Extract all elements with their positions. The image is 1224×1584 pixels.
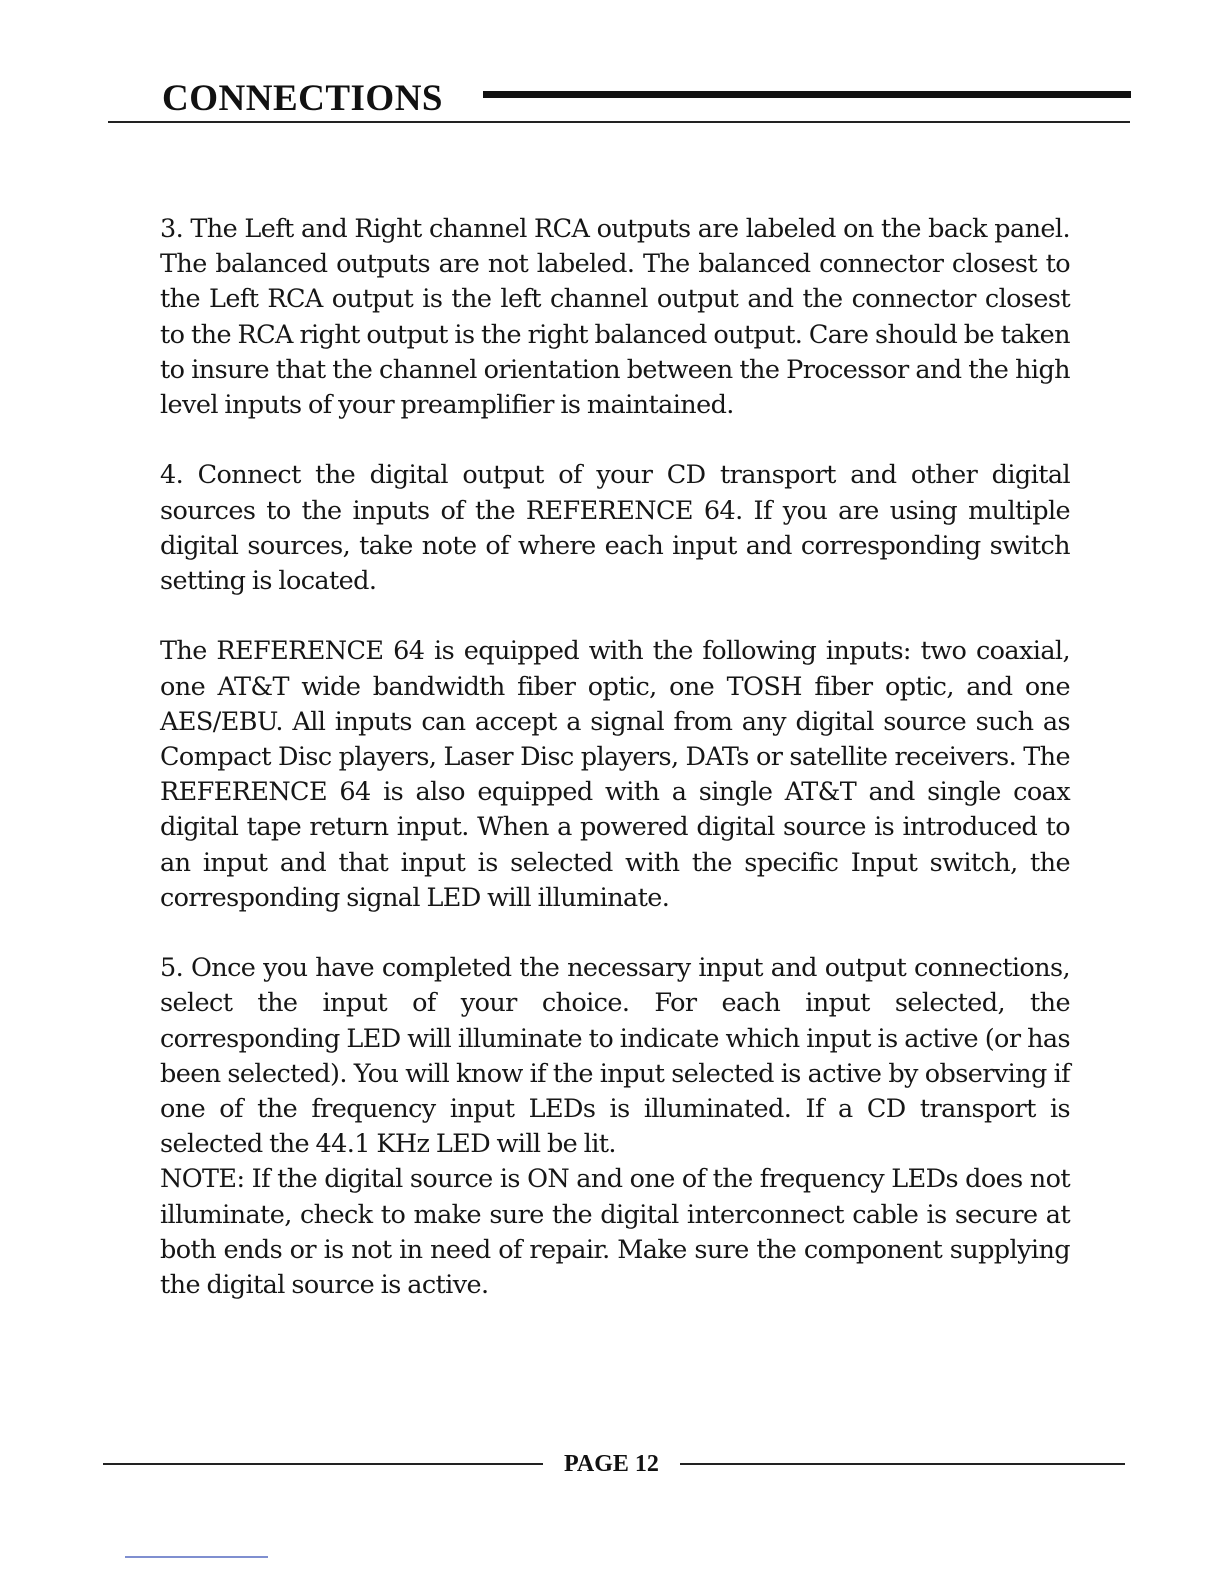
page-number: PAGE 12 <box>564 1451 659 1477</box>
paragraph-step-3: 3. The Left and Right channel RCA outputs are labeled on the back panel. The balanced outputs are not labeled. The balanced connector closest to the Left RCA output is the left channel output and the connector closest to the RCA right output is the right balanced output. Care should be taken to insure that the channel orientation between the Processor and the high level inputs of your preamplifier is maintained. <box>160 214 1070 421</box>
bottom-edge-mark <box>125 1556 268 1558</box>
paragraph-note: NOTE: If the digital source is ON and one of the frequency LEDs does not illuminate, check to make sure the digital interconnect cable is secure at both ends or is not in need of repair. Make sure the component supplying the digital source is active. <box>160 1164 1070 1301</box>
header-thin-rule <box>108 121 1130 123</box>
paragraph-step-4: 4. Connect the digital output of your CD transport and other digital sources to the inputs of the REFERENCE 64. If you are using multiple digital sources, take note of where each input and corresponding switch setting is located. <box>160 460 1070 597</box>
page-section-title: CONNECTIONS <box>162 78 443 119</box>
paragraph-step-5: 5. Once you have completed the necessary input and output connections, select the input of your choice. For each input selected, the corresponding LED will illuminate to indicate which input is active (or has been selected). You will know if the input selected is active by observing if one of the frequency input LEDs is illuminated. If a CD transport is selected the 44.1 KHz LED will be lit. <box>160 953 1070 1160</box>
footer-rule-right <box>680 1463 1125 1465</box>
header-thick-rule <box>483 91 1131 98</box>
paragraph-inputs: The REFERENCE 64 is equipped with the following inputs: two coaxial, one AT&T wide bandwidth fiber optic, one TOSH fiber optic, and one AES/EBU. All inputs can accept a signal from any digital source such as Compact Disc players, Laser Disc players, DATs or satellite receivers. The REFERENCE 64 is also equipped with a single AT&T and single coax digital tape return input. When a powered digital source is introduced to an input and that input is selected with the specific Input switch, the corresponding signal LED will illuminate. <box>160 636 1070 913</box>
document-body <box>160 212 1070 1303</box>
footer-rule-left <box>103 1463 543 1465</box>
